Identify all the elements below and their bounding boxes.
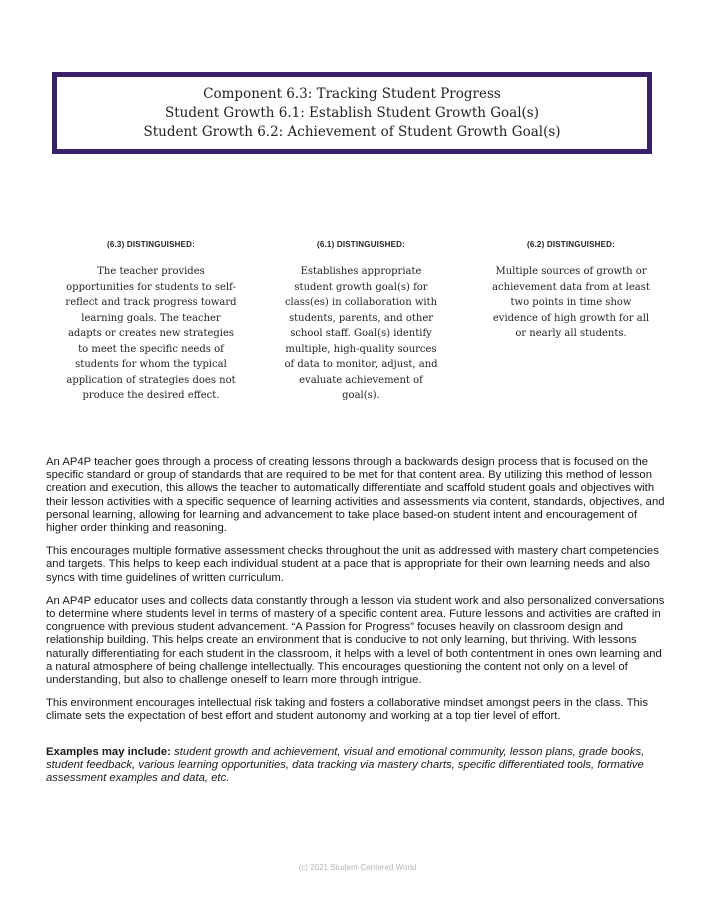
column-title: (6.3) DISTINGUISHED: <box>106 240 195 249</box>
examples-text: student growth and achievement, visual and emotional community, lesson plans, grade books, student feedback, various learning opportunities, data tracking via mastery charts, specific differentiated tools, formative assessment examples and data, etc. <box>46 745 645 785</box>
paragraph: An AP4P teacher goes through a process of creating lessons through a backwards design process that is focused on the specific standard or group of standards that are required to be met for that content area. By utilizing this method of lesson creation and execution, this allows the teacher to automatically differentiate and scaffold student goals and objectives with their lesson activities with a specific sequence of learning activities and assessments via content, standards, objectives, and personal learning, allowing for learning and advancement to take place based-on student intent and encouragement of higher order thinking and reasoning. <box>46 456 665 535</box>
body-text <box>46 456 668 795</box>
title-box <box>52 72 652 154</box>
paragraph: An AP4P educator uses and collects data constantly through a lesson via student work and also personalized conversations to determine where students level in terms of mastery of a specific content area. Future lessons and activities are crafted in congruence with previous student advancement. “A Passion for Progress” focuses heavily on classroom design and relationship building. This helps create an environment that is conducive to not only learning, but thriving. With lessons naturally differentiating for each student in the classroom, it helps with a level of both contentment in ones own learning and a natural atmosphere of being challenge intellectually. This encourages questioning the content not only on a level of understanding, but also to challenge oneself to learn more through intrigue. <box>46 594 665 687</box>
paragraph: This encourages multiple formative assessment checks throughout the unit as addressed with mastery chart competencies and targets. This helps to keep each individual student at a pace that is appropriate for their own learning needs and also syncs with time guidelines of written curriculum. <box>46 545 659 584</box>
column-text: Establishes appropriate student growth goal(s) for class(es) in collaboration with students, parents, and other school staff. Goal(s) identify multiple, high-quality sources of data to monitor, adjust, and evaluate achievement of goal(s). <box>284 266 438 401</box>
growth-goal-title: Student Growth 6.1: Establish Student Growth Goal(s) <box>165 104 539 121</box>
component-title: Component 6.3: Tracking Student Progress <box>203 85 501 102</box>
paragraph: This environment encourages intellectual risk taking and fosters a collaborative mindset amongst peers in the class. This climate sets the expectation of best effort and student autonomy and working at a top tier level of effort. <box>46 697 648 723</box>
column-text: Multiple sources of growth or achievement data from at least two points in time show evidence of high growth for all or nearly all students. <box>492 266 650 339</box>
column-title: (6.2) DISTINGUISHED: <box>526 240 615 249</box>
column-title: (6.1) DISTINGUISHED: <box>316 240 405 249</box>
column-6-3 <box>46 240 256 404</box>
growth-achievement-title: Student Growth 6.2: Achievement of Student Growth Goal(s) <box>143 123 561 140</box>
examples-label: Examples may include: <box>46 745 171 758</box>
examples-paragraph <box>46 746 668 786</box>
column-text: The teacher provides opportunities for students to self-reflect and track progress toward learning goals. The teacher adapts or creates new strategies to meet the specific needs of students for whom the typical application of strategies does not produce the desired effect. <box>65 266 237 401</box>
copyright-footer: (c) 2021 Student-Centered World <box>298 863 417 872</box>
distinguished-columns <box>46 240 676 404</box>
column-6-1 <box>256 240 466 404</box>
column-6-2 <box>466 240 676 404</box>
